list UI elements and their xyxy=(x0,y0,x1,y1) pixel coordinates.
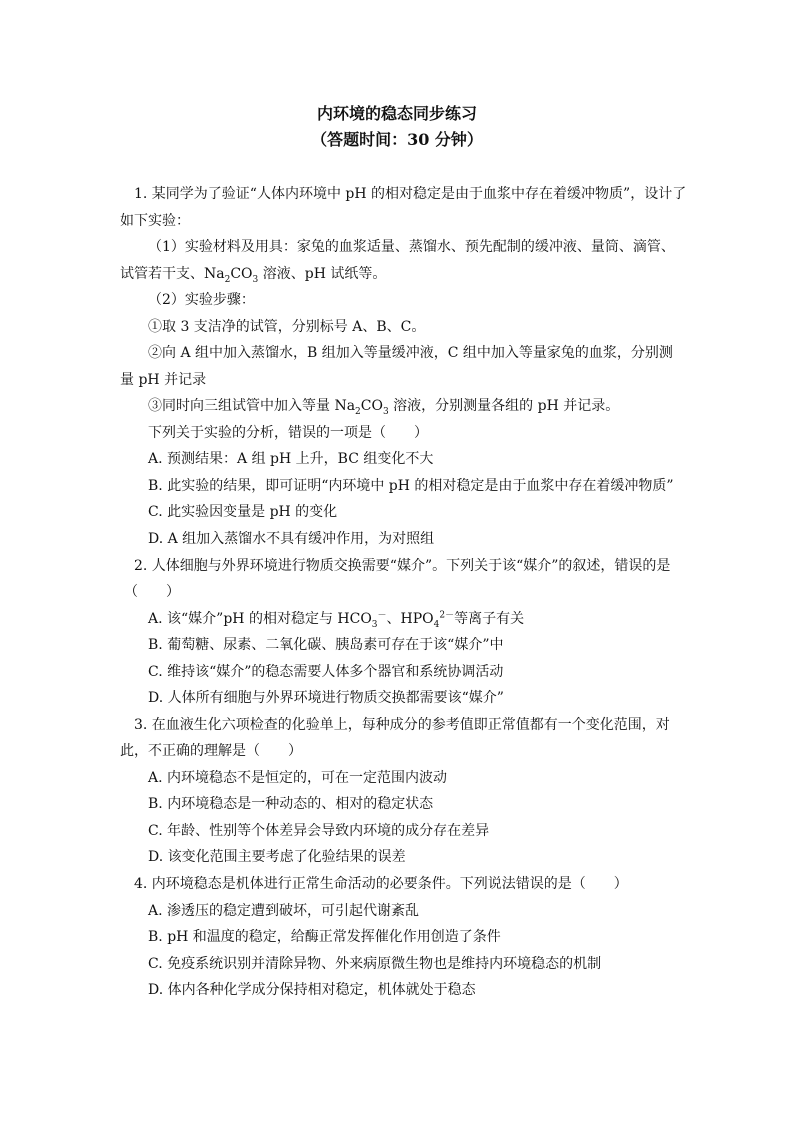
question-4-option-d: D. 体内各种化学成分保持相对稳定，机体就处于稳态 xyxy=(148,982,476,998)
question-2-option-c: C. 维持该“媒介”的稳态需要人体多个器官和系统协调活动 xyxy=(148,664,504,680)
question-2-option-b: B. 葡萄糖、尿素、二氧化碳、胰岛素可存在于该“媒介”中 xyxy=(148,637,504,653)
question-2-stem-line-1: 2. 人体细胞与外界环境进行物质交换需要“媒介”。下列关于该“媒介”的叙述，错误的是 xyxy=(134,558,671,574)
question-1-stem-line-1: 1. 某同学为了验证“人体内环境中 pH 的相对稳定是由于血浆中存在着缓冲物质”，设计了 xyxy=(134,186,687,202)
question-1-option-a: A. 预测结果：A 组 pH 上升，BC 组变化不大 xyxy=(148,451,434,467)
question-1-step-3: ③同时向三组试管中加入等量 $Na_2CO_3$ 溶液，分别测量各组的 pH 并记录。 xyxy=(148,398,620,417)
page-title: 内环境的稳态同步练习 xyxy=(316,104,477,123)
question-1-materials-line-1: （1）实验材料及用具：家兔的血浆适量、蒸馏水、预先配制的缓冲液、量筒、滴管、 xyxy=(148,239,675,255)
question-3-stem-line-2: 此，不正确的理解是（ ） xyxy=(120,743,302,759)
question-3-option-c: C. 年龄、性别等个体差异会导致内环境的成分存在差异 xyxy=(148,823,490,839)
question-4-option-a: A. 渗透压的稳定遭到破坏，可引起代谢紊乱 xyxy=(148,903,420,919)
question-4-stem-line-1: 4. 内环境稳态是机体进行正常生命活动的必要条件。下列说法错误的是（ ） xyxy=(134,876,628,892)
question-3-option-b: B. 内环境稳态是一种动态的、相对的稳定状态 xyxy=(148,796,434,812)
question-3-option-a: A. 内环境稳态不是恒定的，可在一定范围内波动 xyxy=(148,770,448,786)
question-1-option-b: B. 此实验的结果，即可证明“内环境中 pH 的相对稳定是由于血浆中存在着缓冲物质” xyxy=(148,478,674,494)
page-subtitle: （答题时间：30 分钟） xyxy=(311,130,483,149)
question-1-step-1: ①取 3 支洁净的试管，分别标号 A、B、C。 xyxy=(148,319,426,335)
question-4-option-b: B. pH 和温度的稳定，给酶正常发挥催化作用创造了条件 xyxy=(148,929,501,945)
question-1-materials-line-2: 试管若干支、$Na_2CO_3$ 溶液、pH 试纸等。 xyxy=(120,266,387,285)
question-2-option-a: A. 该“媒介”pH 的相对稳定与 $HCO_3^-$、$HPO_4^{2-}$等离子有关 xyxy=(148,610,525,630)
question-1-step-2-line-2: 量 pH 并记录 xyxy=(120,372,207,388)
question-4-option-c: C. 免疫系统识别并清除异物、外来病原微生物也是维持内环境稳态的机制 xyxy=(148,956,602,972)
question-1-option-c: C. 此实验因变量是 pH 的变化 xyxy=(148,504,338,520)
question-1-stem-line-2: 如下实验： xyxy=(120,213,190,229)
question-3-stem-line-1: 3. 在血液生化六项检查的化验单上，每种成分的参考值即正常值都有一个变化范围，对 xyxy=(134,717,670,733)
question-1-ask: 下列关于实验的分析，错误的一项是（ ） xyxy=(148,425,428,441)
question-1-steps-heading: （2）实验步骤： xyxy=(148,292,255,308)
question-3-option-d: D. 该变化范围主要考虑了化验结果的误差 xyxy=(148,849,406,865)
question-1-option-d: D. A 组加入蒸馏水不具有缓冲作用，为对照组 xyxy=(148,531,435,547)
question-2-option-d: D. 人体所有细胞与外界环境进行物质交换都需要该“媒介” xyxy=(148,690,504,706)
question-1-step-2-line-1: ②向 A 组中加入蒸馏水，B 组加入等量缓冲液，C 组中加入等量家兔的血浆，分别测 xyxy=(148,345,673,361)
question-2-stem-line-2: （ ） xyxy=(124,584,180,600)
